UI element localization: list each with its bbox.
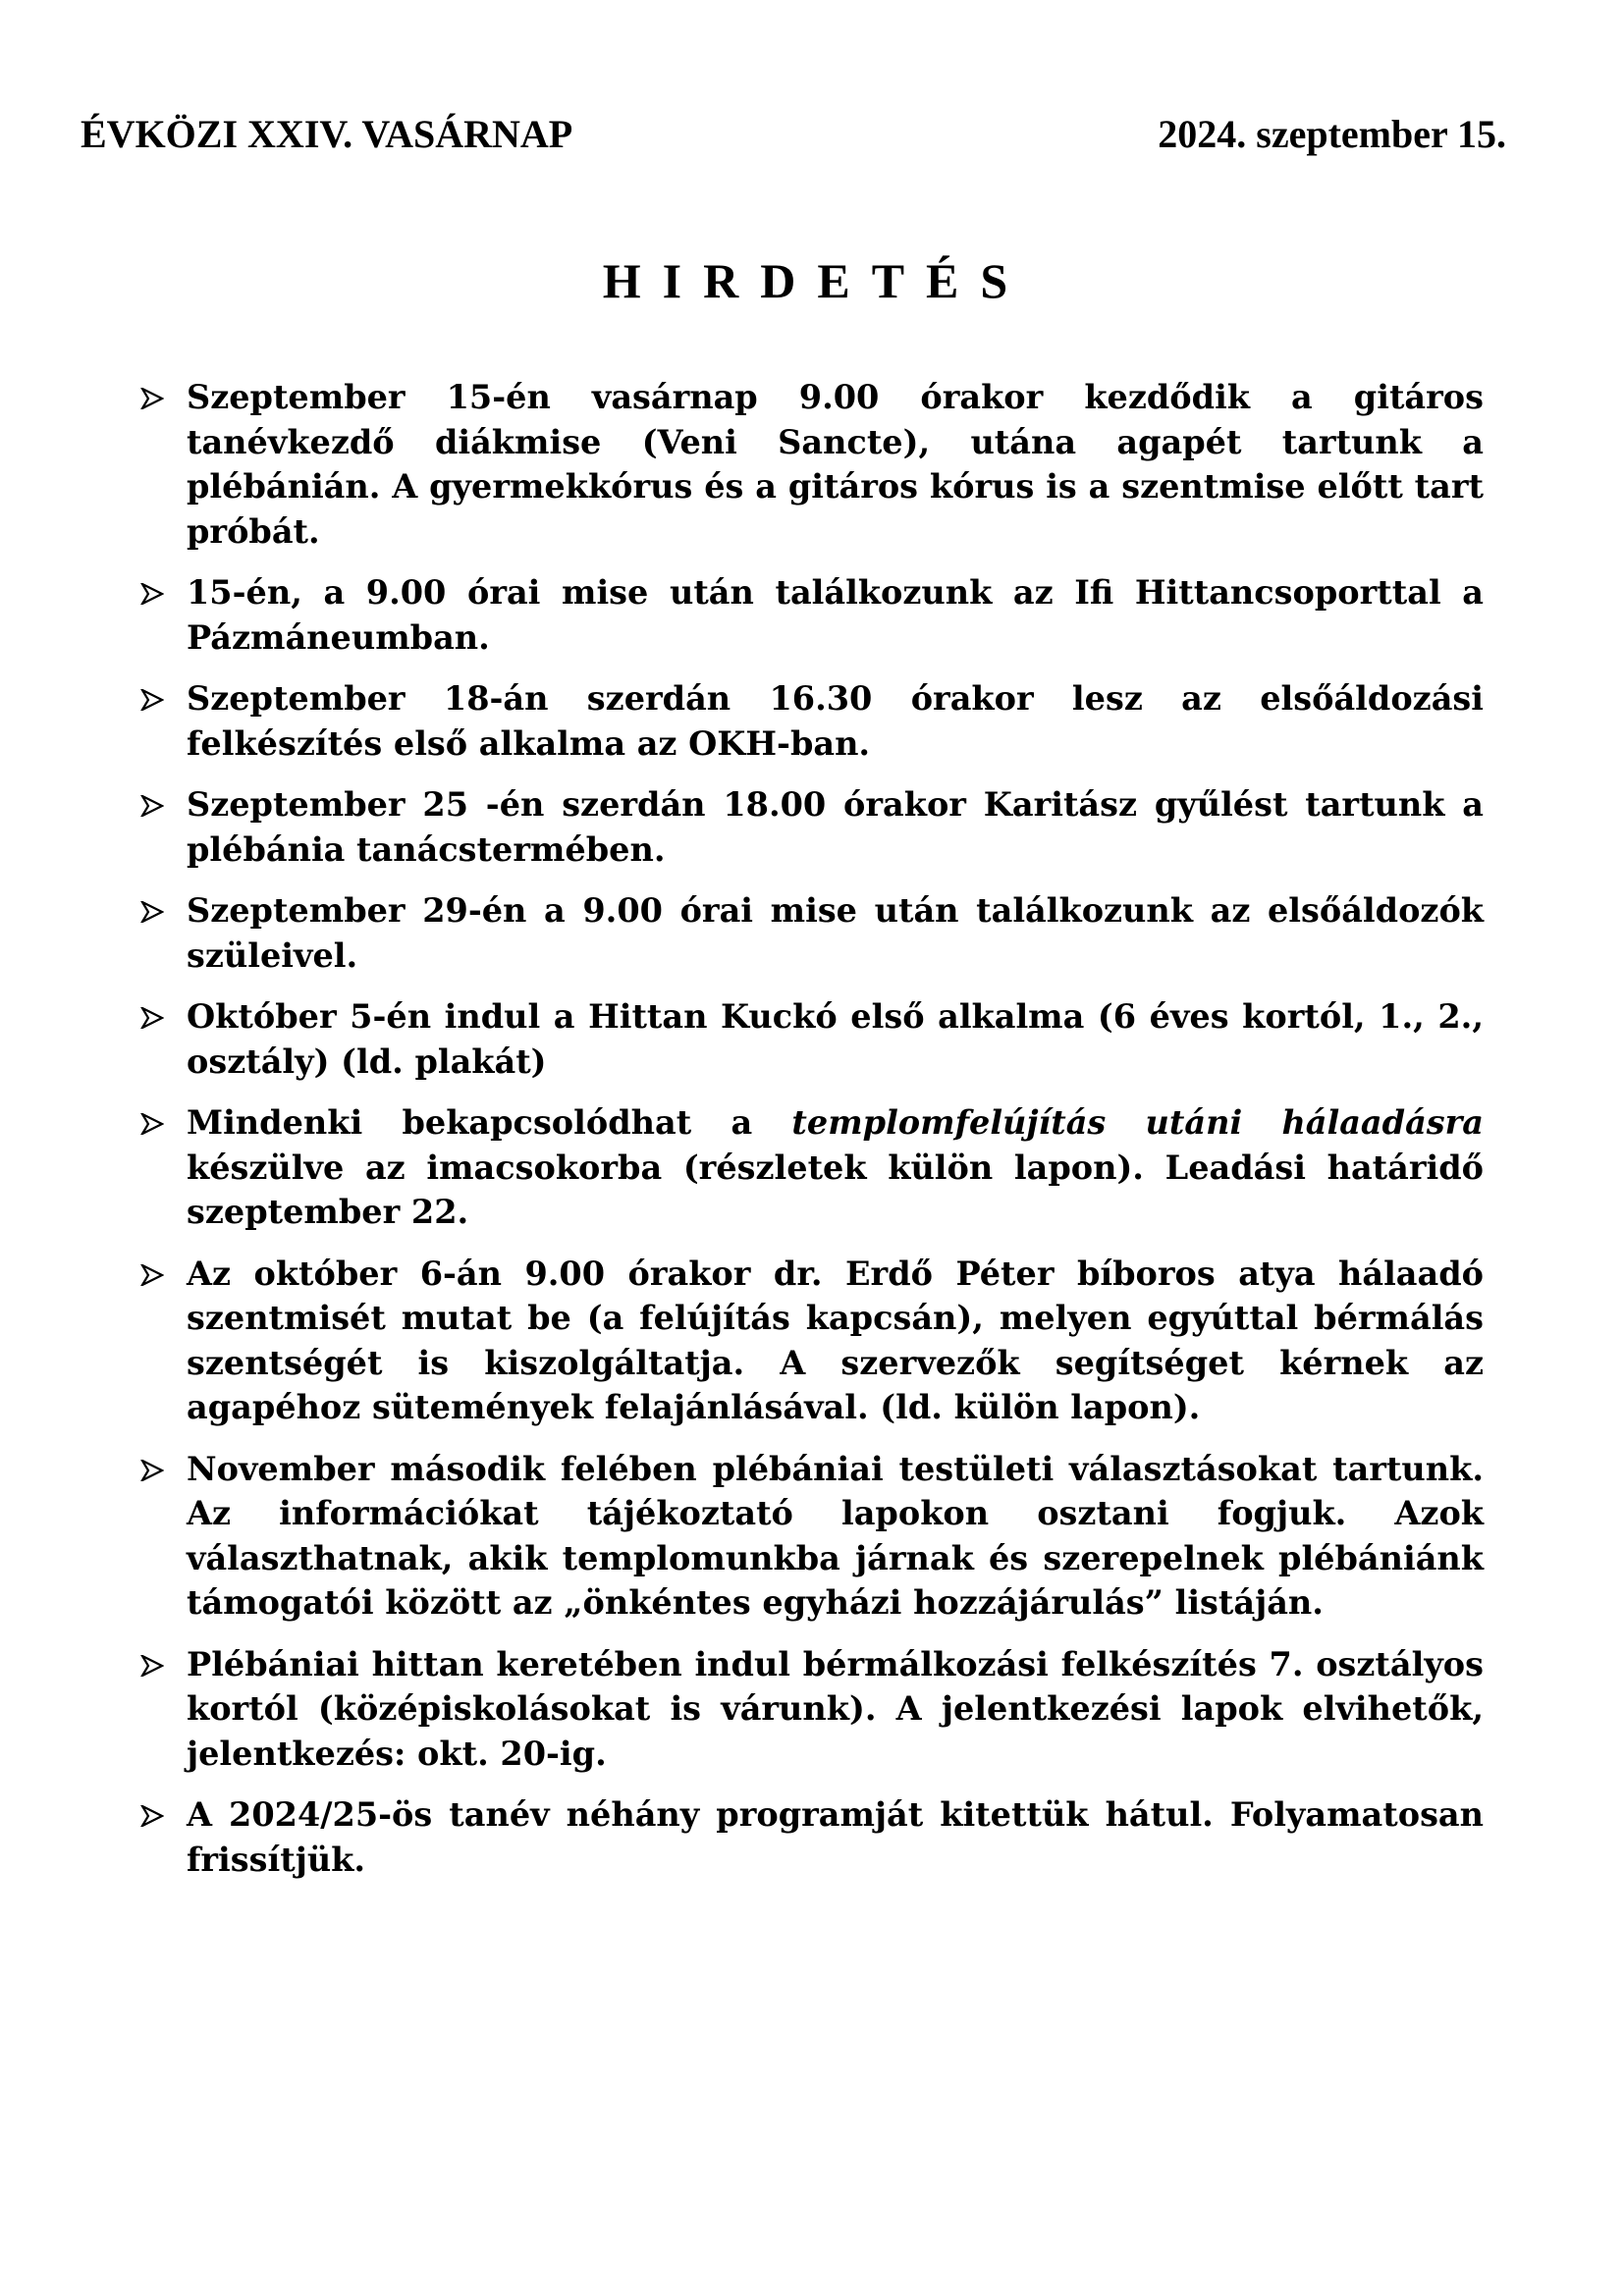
- page-header: [81, 110, 1506, 159]
- list-item-text: Szeptember 25 -én szerdán 18.00 órakor Karitász gyűlést tartunk a plébánia tanácstermében.: [187, 785, 1484, 869]
- list-item-text-part: Mindenki bekapcsolódhat a: [187, 1103, 792, 1142]
- list-item-text: Szeptember 15-én vasárnap 9.00 órakor kezdődik a gitáros tanévkezdő diákmise (Veni Sancte), utána agapét tartunk a plébánián. A gyermekkórus és a gitáros kórus is a szentmise előtt tart próbát.: [187, 378, 1484, 551]
- list-item-text: Szeptember 18-án szerdán 16.30 órakor lesz az elsőáldozási felkészítés első alkalma az OKH-ban.: [187, 679, 1484, 763]
- list-item: [138, 1447, 1484, 1626]
- list-item-text: A 2024/25-ös tanév néhány programját kitettük hátul. Folyamatosan frissítjük.: [187, 1795, 1484, 1879]
- list-item: [138, 1792, 1484, 1882]
- arrow-bullet-icon: [138, 888, 172, 933]
- list-item: [138, 676, 1484, 766]
- arrow-bullet-icon: [138, 782, 172, 827]
- list-item: [138, 888, 1484, 978]
- arrow-bullet-icon: [138, 1100, 172, 1145]
- arrow-bullet-icon: [138, 1642, 172, 1686]
- list-item: [138, 782, 1484, 872]
- arrow-bullet-icon: [138, 375, 172, 419]
- arrow-bullet-icon: [138, 994, 172, 1039]
- list-item-text-part: készülve az imacsokorba (részletek külön lapon). Leadási határidő szeptember 22.: [187, 1148, 1484, 1231]
- list-item-text: Szeptember 29-én a 9.00 órai mise után találkozunk az elsőáldozók szüleivel.: [187, 891, 1484, 975]
- sunday-name: ÉVKÖZI XXIV. VASÁRNAP: [81, 112, 573, 156]
- list-item: [138, 375, 1484, 554]
- arrow-bullet-icon: [138, 570, 172, 614]
- date: 2024. szeptember 15.: [1158, 112, 1506, 156]
- arrow-bullet-icon: [138, 1792, 172, 1837]
- list-item-text: November második felében plébániai testületi választásokat tartunk. Az információkat tájékoztató lapokon osztani fogjuk. Azok választhatnak, akik templomunkba járnak és szerepelnek plébániánk támogatói között az „önkéntes egyházi hozzájárulás” listáján.: [187, 1449, 1484, 1622]
- list-item: [138, 570, 1484, 660]
- list-item-text: 15-én, a 9.00 órai mise után találkozunk az Ifi Hittancsoporttal a Pázmáneumban.: [187, 573, 1484, 657]
- page-title: HIRDETÉS: [602, 253, 1030, 308]
- arrow-bullet-icon: [138, 1447, 172, 1491]
- list-item-text: Október 5-én indul a Hittan Kuckó első alkalma (6 éves kortól, 1., 2., osztály) (ld. plakát): [187, 997, 1484, 1081]
- list-item-text: Plébániai hittan keretében indul bérmálkozási felkészítés 7. osztályos kortól (középiskolásokat is várunk). A jelentkezési lapok elvihetők, jelentkezés: okt. 20-ig.: [187, 1644, 1484, 1773]
- list-item: [138, 1100, 1484, 1235]
- list-item-text: [187, 1103, 1484, 1231]
- list-item-text: Az október 6-án 9.00 órakor dr. Erdő Péter bíboros atya hálaadó szentmisét mutat be (a felújítás kapcsán), melyen egyúttal bérmálás szentségét is kiszolgáltatja. A szervezők segítséget kérnek az agapéhoz sütemények felajánlásával. (ld. külön lapon).: [187, 1254, 1484, 1426]
- arrow-bullet-icon: [138, 676, 172, 721]
- list-item: [138, 1252, 1484, 1430]
- announcement-list: [138, 375, 1484, 1898]
- list-item-italic-text: templomfelújítás utáni hálaadásra: [791, 1103, 1484, 1142]
- list-item: [138, 1642, 1484, 1777]
- list-item: [138, 994, 1484, 1084]
- arrow-bullet-icon: [138, 1252, 172, 1296]
